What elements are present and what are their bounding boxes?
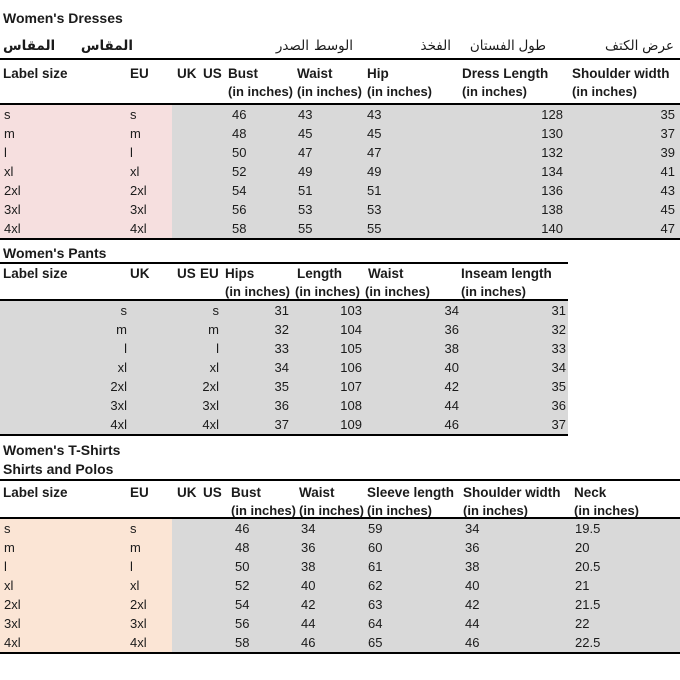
column-header-eu: EU (130, 485, 149, 500)
cell-shoulder-width: 35 (567, 105, 680, 124)
tshirts-title: Women's T-Shirts (3, 442, 121, 458)
cell-eu-size: l (216, 341, 219, 356)
cell-waist: 36 (444, 322, 459, 337)
column-header-hips: Hips (225, 266, 255, 281)
cell-label-size: 4xl (0, 219, 128, 238)
cell-uk-size (172, 105, 200, 124)
cell-neck: 19.5 (571, 519, 680, 538)
cell-shoulder-width: 38 (460, 557, 571, 576)
cell-bust: 48 (225, 124, 293, 143)
cell-us-size (200, 633, 228, 652)
cell-dress-length: 136 (455, 181, 567, 200)
table-row (0, 633, 680, 652)
cell-waist: 51 (293, 181, 361, 200)
cell-neck: 22.5 (571, 633, 680, 652)
unit-label: (in inches) (295, 284, 361, 299)
cell-waist: 44 (444, 398, 459, 413)
cell-label-size: s (0, 105, 128, 124)
cell-uk-size (172, 143, 200, 162)
cell-waist: 43 (293, 105, 361, 124)
pants-title: Women's Pants (3, 245, 107, 261)
cell-shoulder-width: 46 (460, 633, 571, 652)
cell-hips: 35 (274, 379, 289, 394)
cell-length: 106 (340, 360, 362, 375)
cell-us-size (200, 614, 228, 633)
cell-us-size (200, 557, 228, 576)
unit-label: (in inches) (299, 503, 365, 518)
pants-header-row (0, 264, 680, 284)
cell-us-size (200, 595, 228, 614)
table-row (0, 124, 680, 143)
cell-uk-size (172, 614, 200, 633)
cell-waist: 44 (296, 614, 364, 633)
cell-eu-size: xl (128, 576, 172, 595)
column-header-waist: Waist (299, 485, 335, 500)
column-header-us: US (203, 66, 222, 81)
column-header-label-size: Label size (3, 266, 68, 281)
column-header-eu: EU (130, 66, 149, 81)
table-row (0, 358, 568, 377)
cell-label-size: 3xl (0, 200, 128, 219)
cell-neck: 21 (571, 576, 680, 595)
cell-us-size (200, 143, 225, 162)
cell-shoulder-width: 44 (460, 614, 571, 633)
cell-bust: 58 (225, 219, 293, 238)
table-row (0, 614, 680, 633)
cell-us-size (200, 200, 225, 219)
cell-eu-size: m (128, 538, 172, 557)
dresses-arabic-header-row (0, 28, 680, 58)
cell-uk-size (172, 162, 200, 181)
cell-eu-size: m (128, 124, 172, 143)
cell-inseam-length: 31 (551, 303, 566, 318)
cell-inseam-length: 32 (551, 322, 566, 337)
column-header-eu: EU (200, 266, 219, 281)
cell-waist: 38 (444, 341, 459, 356)
table-row (0, 143, 680, 162)
cell-shoulder-width: 42 (460, 595, 571, 614)
cell-dress-length: 132 (455, 143, 567, 162)
tshirts-table-body (0, 519, 680, 652)
cell-uk-size: m (116, 322, 127, 337)
cell-sleeve-length: 64 (364, 614, 460, 633)
cell-eu-size: 4xl (128, 633, 172, 652)
cell-hip: 55 (361, 219, 455, 238)
column-header-neck: Neck (574, 485, 607, 500)
cell-neck: 20.5 (571, 557, 680, 576)
column-header-waist: Waist (368, 266, 404, 281)
cell-eu-size: s (128, 105, 172, 124)
cell-eu-size: 4xl (128, 219, 172, 238)
cell-eu-size: 2xl (128, 595, 172, 614)
cell-uk-size: 2xl (110, 379, 127, 394)
table-row (0, 301, 568, 320)
cell-uk-size (172, 219, 200, 238)
cell-hips: 34 (274, 360, 289, 375)
cell-bust: 50 (228, 557, 296, 576)
cell-dress-length: 138 (455, 200, 567, 219)
cell-eu-size: 3xl (128, 200, 172, 219)
pants-table-body (0, 301, 680, 434)
cell-hips: 32 (274, 322, 289, 337)
unit-label: (in inches) (297, 84, 363, 99)
cell-uk-size (172, 200, 200, 219)
cell-inseam-length: 34 (551, 360, 566, 375)
cell-shoulder-width: 40 (460, 576, 571, 595)
cell-waist: 55 (293, 219, 361, 238)
cell-eu-size: xl (209, 360, 219, 375)
cell-waist: 40 (444, 360, 459, 375)
cell-sleeve-length: 61 (364, 557, 460, 576)
cell-eu-size: xl (128, 162, 172, 181)
cell-eu-size: s (128, 519, 172, 538)
cell-hips: 31 (274, 303, 289, 318)
cell-inseam-length: 37 (551, 417, 566, 432)
cell-eu-size: l (128, 143, 172, 162)
tshirts-subtitle: Shirts and Polos (3, 461, 114, 477)
cell-bust: 58 (228, 633, 296, 652)
cell-uk-size: xl (117, 360, 127, 375)
cell-inseam-length: 33 (551, 341, 566, 356)
cell-sleeve-length: 60 (364, 538, 460, 557)
column-header-label-size: Label size (3, 66, 68, 81)
pants-units-row (0, 284, 680, 299)
unit-label: (in inches) (365, 284, 431, 299)
cell-label-size: l (0, 143, 128, 162)
cell-eu-size: l (128, 557, 172, 576)
column-header-shoulder-width: Shoulder width (572, 66, 670, 81)
column-header-inseam-length: Inseam length (461, 266, 552, 281)
cell-length: 105 (340, 341, 362, 356)
cell-uk-size: l (124, 341, 127, 356)
cell-shoulder-width: 47 (567, 219, 680, 238)
cell-sleeve-length: 62 (364, 576, 460, 595)
column-header-waist: Waist (297, 66, 333, 81)
cell-uk-size: s (120, 303, 127, 318)
tshirts-header-row (0, 481, 680, 503)
cell-label-size: xl (0, 576, 128, 595)
cell-label-size: xl (0, 162, 128, 181)
cell-waist: 45 (293, 124, 361, 143)
cell-us-size (200, 219, 225, 238)
table-row (0, 162, 680, 181)
cell-us-size (200, 124, 225, 143)
dresses-table-body (0, 105, 680, 238)
unit-label: (in inches) (367, 503, 433, 518)
cell-neck: 22 (571, 614, 680, 633)
cell-waist: 53 (293, 200, 361, 219)
cell-hip: 45 (361, 124, 455, 143)
cell-waist: 36 (296, 538, 364, 557)
cell-us-size (200, 162, 225, 181)
cell-bust: 50 (225, 143, 293, 162)
table-row (0, 200, 680, 219)
unit-label: (in inches) (461, 284, 527, 299)
cell-eu-size: 3xl (128, 614, 172, 633)
column-header-sleeve-length: Sleeve length (367, 485, 455, 500)
table-row (0, 105, 680, 124)
unit-label: (in inches) (574, 503, 640, 518)
cell-label-size: 2xl (0, 595, 128, 614)
table-row (0, 181, 680, 200)
cell-us-size (200, 519, 228, 538)
cell-bust: 56 (228, 614, 296, 633)
column-header-uk: UK (130, 266, 150, 281)
cell-shoulder-width: 41 (567, 162, 680, 181)
cell-hips: 33 (274, 341, 289, 356)
cell-hip: 47 (361, 143, 455, 162)
cell-uk-size (172, 576, 200, 595)
arabic-header-label-size: المقاس (3, 38, 56, 53)
cell-shoulder-width: 36 (460, 538, 571, 557)
arabic-header-dress-length: طول الفستان (469, 38, 546, 53)
cell-dress-length: 128 (455, 105, 567, 124)
table-row (0, 595, 680, 614)
cell-uk-size (172, 595, 200, 614)
cell-waist: 42 (296, 595, 364, 614)
cell-us-size (200, 576, 228, 595)
cell-uk-size: 4xl (110, 417, 127, 432)
cell-bust: 54 (225, 181, 293, 200)
cell-eu-size: s (212, 303, 219, 318)
cell-us-size (200, 181, 225, 200)
unit-label: (in inches) (225, 284, 291, 299)
unit-label: (in inches) (572, 84, 638, 99)
cell-waist: 34 (296, 519, 364, 538)
dresses-header-row (0, 60, 680, 84)
cell-waist: 47 (293, 143, 361, 162)
cell-hips: 36 (274, 398, 289, 413)
cell-shoulder-width: 39 (567, 143, 680, 162)
cell-uk-size (172, 633, 200, 652)
cell-hips: 37 (274, 417, 289, 432)
table-row (0, 415, 568, 434)
column-header-bust: Bust (231, 485, 261, 500)
cell-shoulder-width: 34 (460, 519, 571, 538)
column-header-length: Length (297, 266, 342, 281)
cell-length: 107 (340, 379, 362, 394)
cell-shoulder-width: 37 (567, 124, 680, 143)
arabic-header-shoulder-width: عرض الكتف (605, 38, 674, 53)
cell-dress-length: 130 (455, 124, 567, 143)
cell-label-size: s (0, 519, 128, 538)
unit-label: (in inches) (463, 503, 529, 518)
tshirts-units-row (0, 503, 680, 517)
divider (0, 652, 680, 654)
cell-label-size: m (0, 124, 128, 143)
cell-uk-size (172, 538, 200, 557)
cell-inseam-length: 36 (551, 398, 566, 413)
cell-bust: 46 (225, 105, 293, 124)
unit-label: (in inches) (228, 84, 294, 99)
cell-dress-length: 140 (455, 219, 567, 238)
table-row (0, 339, 568, 358)
cell-length: 104 (340, 322, 362, 337)
column-header-dress-length: Dress Length (462, 66, 549, 81)
table-row (0, 396, 568, 415)
cell-label-size: 3xl (0, 614, 128, 633)
column-header-bust: Bust (228, 66, 258, 81)
column-header-uk: UK (177, 485, 197, 500)
cell-uk-size: 3xl (110, 398, 127, 413)
cell-uk-size (172, 181, 200, 200)
cell-eu-size: 2xl (202, 379, 219, 394)
cell-sleeve-length: 65 (364, 633, 460, 652)
cell-sleeve-length: 59 (364, 519, 460, 538)
cell-us-size (200, 538, 228, 557)
cell-eu-size: 2xl (128, 181, 172, 200)
column-header-label-size: Label size (3, 485, 68, 500)
cell-uk-size (172, 519, 200, 538)
cell-label-size: m (0, 538, 128, 557)
cell-bust: 52 (228, 576, 296, 595)
cell-waist: 46 (444, 417, 459, 432)
cell-neck: 21.5 (571, 595, 680, 614)
cell-inseam-length: 35 (551, 379, 566, 394)
cell-waist: 49 (293, 162, 361, 181)
cell-uk-size (172, 557, 200, 576)
table-row (0, 219, 680, 238)
cell-uk-size (172, 124, 200, 143)
cell-label-size: 4xl (0, 633, 128, 652)
dresses-units-row (0, 84, 680, 103)
cell-eu-size: 4xl (202, 417, 219, 432)
unit-label: (in inches) (231, 503, 297, 518)
arabic-header-eu-size: المقاس (80, 38, 133, 53)
cell-neck: 20 (571, 538, 680, 557)
cell-dress-length: 134 (455, 162, 567, 181)
cell-waist: 42 (444, 379, 459, 394)
column-header-shoulder-width: Shoulder width (463, 485, 561, 500)
cell-waist: 46 (296, 633, 364, 652)
cell-length: 108 (340, 398, 362, 413)
cell-shoulder-width: 43 (567, 181, 680, 200)
arabic-header-bust: الصدر (275, 38, 309, 53)
arabic-header-waist: الوسط (314, 38, 353, 53)
cell-length: 103 (340, 303, 362, 318)
cell-hip: 49 (361, 162, 455, 181)
cell-eu-size: 3xl (202, 398, 219, 413)
cell-bust: 46 (228, 519, 296, 538)
cell-hip: 53 (361, 200, 455, 219)
cell-bust: 48 (228, 538, 296, 557)
cell-waist: 40 (296, 576, 364, 595)
unit-label: (in inches) (367, 84, 433, 99)
cell-waist: 34 (444, 303, 459, 318)
cell-eu-size: m (208, 322, 219, 337)
column-header-uk: UK (177, 66, 197, 81)
cell-us-size (200, 105, 225, 124)
dresses-title: Women's Dresses (3, 10, 123, 26)
cell-length: 109 (340, 417, 362, 432)
column-header-us: US (203, 485, 222, 500)
table-row (0, 519, 680, 538)
cell-waist: 38 (296, 557, 364, 576)
table-row (0, 576, 680, 595)
table-row (0, 320, 568, 339)
cell-label-size: 2xl (0, 181, 128, 200)
unit-label: (in inches) (462, 84, 528, 99)
cell-label-size: l (0, 557, 128, 576)
cell-bust: 56 (225, 200, 293, 219)
arabic-header-hip: الفخذ (420, 38, 451, 53)
cell-sleeve-length: 63 (364, 595, 460, 614)
cell-bust: 54 (228, 595, 296, 614)
cell-bust: 52 (225, 162, 293, 181)
cell-shoulder-width: 45 (567, 200, 680, 219)
table-row (0, 377, 568, 396)
table-row (0, 538, 680, 557)
column-header-us: US (177, 266, 196, 281)
column-header-hip: Hip (367, 66, 389, 81)
table-row (0, 557, 680, 576)
cell-hip: 43 (361, 105, 455, 124)
cell-hip: 51 (361, 181, 455, 200)
